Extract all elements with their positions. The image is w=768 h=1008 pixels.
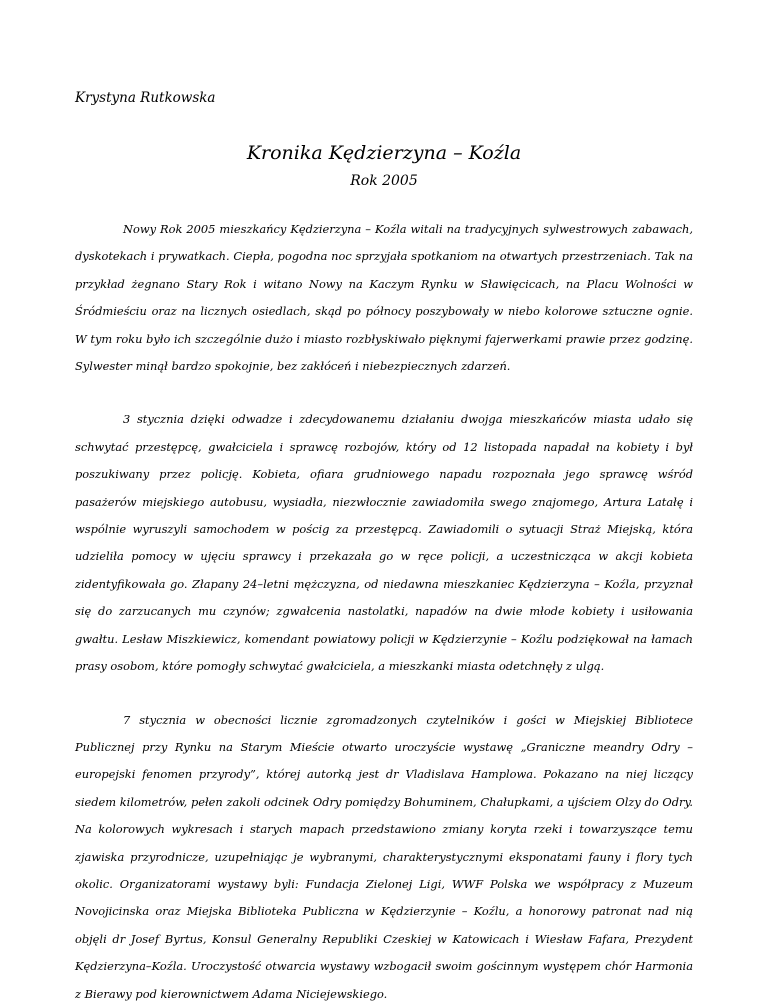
- paragraph-january-7: 7 stycznia w obecności licznie zgromadzonych czytelników i gości w Miejskiej Bibliotece Publicznej przy Rynku na Starym Mieście otwarto uroczyście wystawę „Graniczne meandry Odry – europejski fenomen przyrody”, której autorką jest dr Vladislava Hamplowa. Pokazano na niej liczący siedem kilometrów, pełen zakoli odcinek Odry pomiędzy Bohuminem, Chałupkami, a ujściem Olzy do Odry. Na kolorowych wykresach i starych mapach przedstawiono zmiany koryta rzeki i towarzyszące temu zjawiska przyrodnicze, uzupełniając je wybranymi, charakterystycznymi eksponatami fauny i flory tych okolic. Organizatorami wystawy byli: Fundacja Zielonej Ligi, WWF Polska we współpracy z Muzeum Novojicinska oraz Miejska Biblioteka Publiczna w Kędzierzynie – Koźlu, a honorowy patronat nad nią objęli dr Josef Byrtus, Konsul Generalny Republiki Czeskiej w Katowicach i Wiesław Fafara, Prezydent Kędzierzyna–Koźla. Uroczystość otwarcia wystawy wzbogacił swoim gościnnym występem chór Harmonia z Bierawy pod kierownictwem Adama Niciejewskiego.: [75, 712, 693, 1001]
- author-name: Krystyna Rutkowska: [75, 90, 216, 106]
- document-title: Kronika Kędzierzyna – Koźla: [246, 142, 522, 164]
- document-subtitle: Rok 2005: [350, 173, 418, 189]
- paragraph-new-year: Nowy Rok 2005 mieszkańcy Kędzierzyna – Koźla witali na tradycyjnych sylwestrowych zabawach, dyskotekach i prywatkach. Ciepła, pogodna noc sprzyjała spotkaniom na otwartych przestrzeniach. Tak na przykład żegnano Stary Rok i witano Nowy na Kaczym Rynku w Sławięcicach, na Placu Wolności w Śródmieściu oraz na licznych osiedlach, skąd po północy poszybowały w niebo kolorowe sztuczne ognie. W tym roku było ich szczególnie dużo i miasto rozbłyskiwało pięknymi fajerwerkami prawie przez godzinę. Sylwester minął bardzo spokojnie, bez zakłóceń i niebezpiecznych zdarzeń.: [75, 222, 693, 374]
- paragraph-january-3: 3 stycznia dzięki odwadze i zdecydowanemu działaniu dwojga mieszkańców miasta udało się schwytać przestępcę, gwałciciela i sprawcę rozbojów, który od 12 listopada napadał na kobiety i był poszukiwany przez policję. Kobieta, ofiara grudniowego napadu rozpoznała jego sprawcę wśród pasażerów miejskiego autobusu, wysiadła, niezwłocznie zawiadomiła swego znajomego, Artura Latałę i wspólnie wyruszyli samochodem w pościg za przestępcą. Zawiadomili o sytuacji Straż Miejską, która udzieliła pomocy w ujęciu sprawcy i przekazała go w ręce policji, a uczestnicząca w akcji kobieta zidentyfikowała go. Złapany 24–letni mężczyzna, od niedawna mieszkaniec Kędzierzyna – Koźla, przyznał się do zarzucanych mu czynów; zgwałcenia nastolatki, napadów na dwie młode kobiety i usiłowania gwałtu. Lesław Miszkiewicz, komendant powiatowy policji w Kędzierzynie – Koźlu podziękował na łamach prasy osobom, które pomogły schwytać gwałciciela, a mieszkanki miasta odetchnęły z ulgą.: [75, 412, 693, 674]
- document-page: [75, 84, 693, 1008]
